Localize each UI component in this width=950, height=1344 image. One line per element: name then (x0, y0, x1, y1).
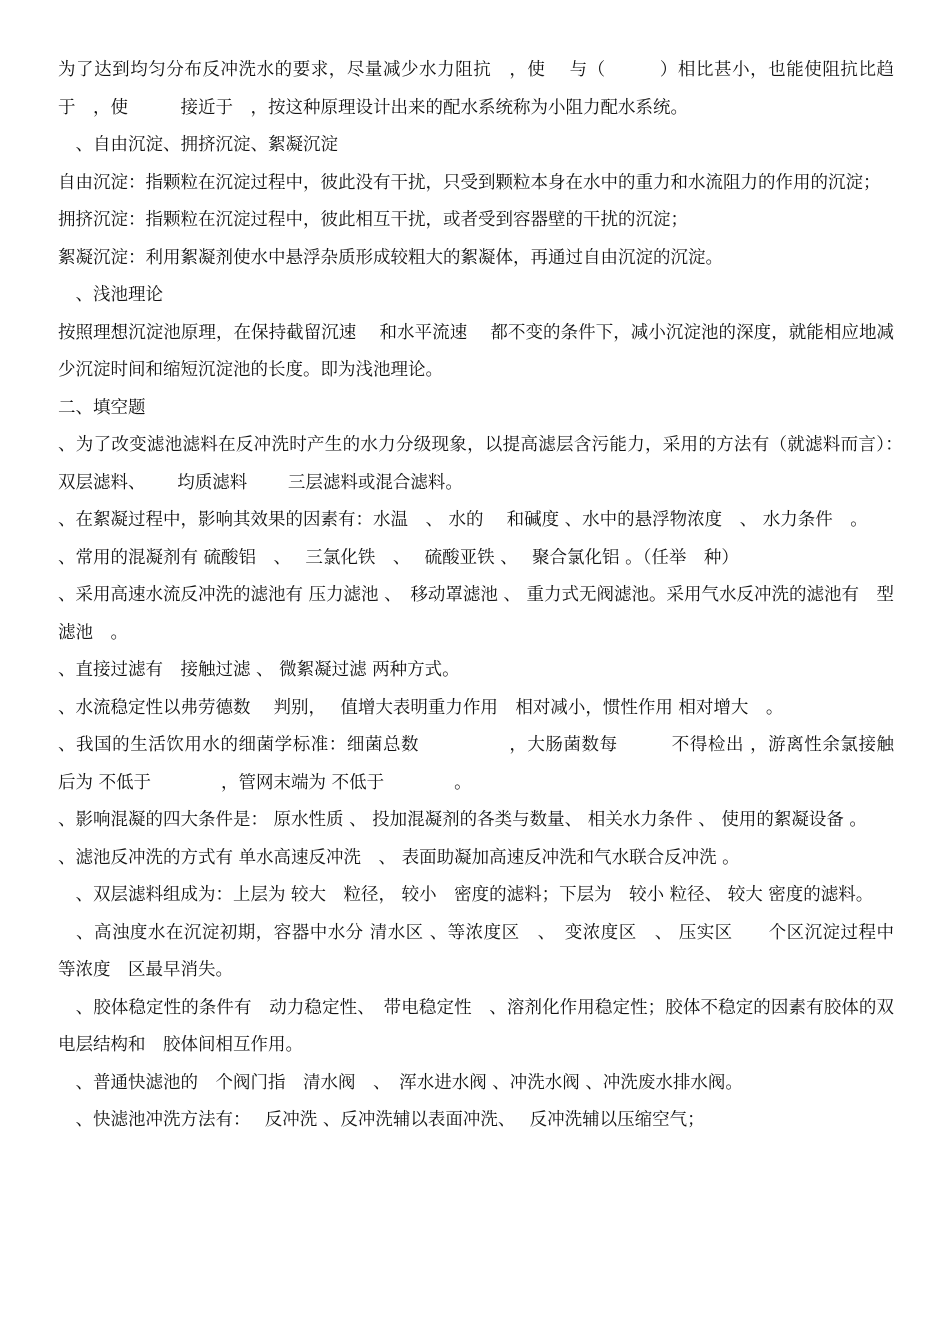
paragraph-free-settling: 自由沉淀：指颗粒在沉淀过程中，彼此没有干扰，只受到颗粒本身在水中的重力和水流阻力的作用的沉淀； (58, 172, 881, 193)
question-item-9: 、滤池反冲洗的方式有 单水高速反冲洗 、 表面助凝加高速反冲洗和气水联合反冲洗 。 (58, 847, 740, 868)
question-item-4: 、采用高速水流反冲洗的滤池有 压力滤池 、 移动罩滤池 、 重力式无阀滤池。采用气水反冲洗的滤池有 型滤池 。 (58, 585, 894, 643)
paragraph-flocculent-settling: 絮凝沉淀：利用絮凝剂使水中悬浮杂质形成较粗大的絮凝体，再通过自由沉淀的沉淀。 (58, 247, 723, 268)
question-item-10: 、双层滤料组成为：上层为 较大 粒径， 较小 密度的滤料；下层为 较小 粒径、 较大 密度的滤料。 (58, 885, 874, 905)
question-item-12: 、胶体稳定性的条件有 动力稳定性、 带电稳定性 、溶剂化作用稳定性；胶体不稳定的因素有胶体的双电层结构和 胶体间相互作用。 (58, 997, 894, 1055)
question-item-5: 、直接过滤有 接触过滤 、 微絮凝过滤 两种方式。 (58, 660, 460, 680)
question-item-1: 、为了改变滤池滤料在反冲洗时产生的水力分级现象，以提高滤层含污能力，采用的方法有（就滤料而言）： 双层滤料、 均质滤料 三层滤料或混合滤料。 (58, 435, 935, 493)
paragraph-shallow-tank-theory: 按照理想沉淀池原理，在保持截留沉速 和水平流速 都不变的条件下，减小沉淀池的深度，就能相应地减少沉淀时间和缩短沉淀池的长度。即为浅池理论。 (58, 322, 894, 380)
question-item-2: 、在絮凝过程中，影响其效果的因素有：水温 、 水的 和碱度 、水中的悬浮物浓度 、 水力条件 。 (58, 510, 868, 530)
question-item-7: 、我国的生活饮用水的细菌学标准：细菌总数 ，大肠菌数每 不得检出 ，游离性余氯接触 后为 不低于 ，管网末端为 不低于 。 (58, 735, 947, 793)
document-page (58, 52, 947, 1140)
paragraph-low-resistance-distribution: 为了达到均匀分布反冲洗水的要求，尽量减少水力阻抗 ，使 与（ ）相比甚小，也能使阻抗比趋于 ，使 接近于 ，按这种原理设计出来的配水系统称为小阻力配水系统。 (58, 60, 894, 118)
question-item-3: 、常用的混凝剂有 硫酸铝 、 三氯化铁 、 硫酸亚铁 、 聚合氯化铝 。（任举 种） (58, 547, 739, 568)
section-heading-shallow-tank-theory: 、浅池理论 (58, 285, 163, 305)
section-heading-settling-types: 、自由沉淀、拥挤沉淀、絮凝沉淀 (58, 135, 338, 155)
section-heading-fill-in-blanks: 二、填空题 (58, 397, 146, 418)
question-item-14: 、快滤池冲洗方法有： 反冲洗 、反冲洗辅以表面冲洗、 反冲洗辅以压缩空气； (58, 1110, 705, 1130)
question-item-13: 、普通快滤池的 个阀门指 清水阀 、 浑水进水阀 、冲洗水阀 、冲洗废水排水阀。 (58, 1072, 743, 1093)
paragraph-hindered-settling: 拥挤沉淀：指颗粒在沉淀过程中，彼此相互干扰，或者受到容器壁的干扰的沉淀； (58, 210, 688, 230)
question-item-11: 、高浊度水在沉淀初期，容器中水分 清水区 、等浓度区 、 变浓度区 、 压实区 个区沉淀过程中 等浓度 区最早消失。 (58, 922, 912, 980)
question-item-6: 、水流稳定性以弗劳德数 判别， 值增大表明重力作用 相对减小，惯性作用 相对增大 。 (58, 697, 784, 718)
question-item-8: 、影响混凝的四大条件是： 原水性质 、 投加混凝剂的各类与数量、 相关水力条件 、 使用的絮凝设备 。 (58, 810, 867, 830)
